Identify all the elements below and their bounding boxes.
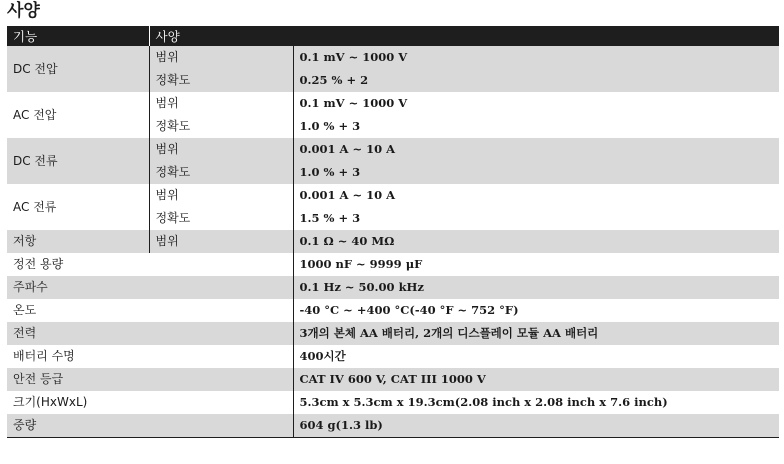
row-name-resistance: 저항 xyxy=(7,230,149,253)
table-row xyxy=(7,230,779,253)
table-row xyxy=(7,345,779,368)
table-row xyxy=(7,322,779,345)
sub-label-range: 범위 xyxy=(149,138,293,161)
value-dc-voltage-range: 0.1 mV ~ 1000 V xyxy=(293,46,779,69)
row-name-frequency: 주파수 xyxy=(7,276,293,299)
value-capacitance: 1000 nF ~ 9999 μF xyxy=(293,253,779,276)
sub-label-accuracy: 정확도 xyxy=(149,115,293,138)
table-row xyxy=(7,391,779,414)
page-title: 사양 xyxy=(7,1,40,21)
table-row xyxy=(7,414,779,438)
table-row xyxy=(7,368,779,391)
table-header-row xyxy=(7,26,779,46)
row-name-ac-current: AC 전류 xyxy=(7,184,149,230)
header-function: 기능 xyxy=(7,26,149,46)
row-name-power: 전력 xyxy=(7,322,293,345)
row-name-battery-life: 배터리 수명 xyxy=(7,345,293,368)
value-resistance-range: 0.1 Ω ~ 40 MΩ xyxy=(293,230,779,253)
value-battery-life: 400시간 xyxy=(293,345,779,368)
table-row xyxy=(7,184,779,207)
value-ac-voltage-accuracy: 1.0 % + 3 xyxy=(293,115,779,138)
table-row xyxy=(7,138,779,161)
row-name-temperature: 온도 xyxy=(7,299,293,322)
sub-label-accuracy: 정확도 xyxy=(149,207,293,230)
row-name-ac-voltage: AC 전압 xyxy=(7,92,149,138)
sub-label-range: 범위 xyxy=(149,92,293,115)
row-name-size: 크기(HxWxL) xyxy=(7,391,293,414)
value-temperature: -40 °C ~ +400 °C(-40 °F ~ 752 °F) xyxy=(293,299,779,322)
sub-label-range: 범위 xyxy=(149,230,293,253)
value-ac-current-accuracy: 1.5 % + 3 xyxy=(293,207,779,230)
sub-label-accuracy: 정확도 xyxy=(149,69,293,92)
spec-table xyxy=(7,26,779,438)
table-row xyxy=(7,92,779,115)
value-ac-voltage-range: 0.1 mV ~ 1000 V xyxy=(293,92,779,115)
row-name-dc-current: DC 전류 xyxy=(7,138,149,184)
value-size: 5.3cm x 5.3cm x 19.3cm(2.08 inch x 2.08 inch x 7.6 inch) xyxy=(293,391,779,414)
table-row xyxy=(7,276,779,299)
row-name-dc-voltage: DC 전압 xyxy=(7,46,149,92)
row-name-capacitance: 정전 용량 xyxy=(7,253,293,276)
table-row xyxy=(7,46,779,69)
value-dc-current-range: 0.001 A ~ 10 A xyxy=(293,138,779,161)
table-row xyxy=(7,253,779,276)
sub-label-range: 범위 xyxy=(149,184,293,207)
sub-label-range: 범위 xyxy=(149,46,293,69)
value-ac-current-range: 0.001 A ~ 10 A xyxy=(293,184,779,207)
header-spec: 사양 xyxy=(149,26,779,46)
value-safety: CAT IV 600 V, CAT III 1000 V xyxy=(293,368,779,391)
value-frequency: 0.1 Hz ~ 50.00 kHz xyxy=(293,276,779,299)
value-power: 3개의 본체 AA 배터리, 2개의 디스플레이 모듈 AA 배터리 xyxy=(293,322,779,345)
table-row xyxy=(7,299,779,322)
row-name-weight: 중량 xyxy=(7,414,293,438)
sub-label-accuracy: 정확도 xyxy=(149,161,293,184)
value-dc-voltage-accuracy: 0.25 % + 2 xyxy=(293,69,779,92)
row-name-safety: 안전 등급 xyxy=(7,368,293,391)
value-weight: 604 g(1.3 lb) xyxy=(293,414,779,438)
value-dc-current-accuracy: 1.0 % + 3 xyxy=(293,161,779,184)
